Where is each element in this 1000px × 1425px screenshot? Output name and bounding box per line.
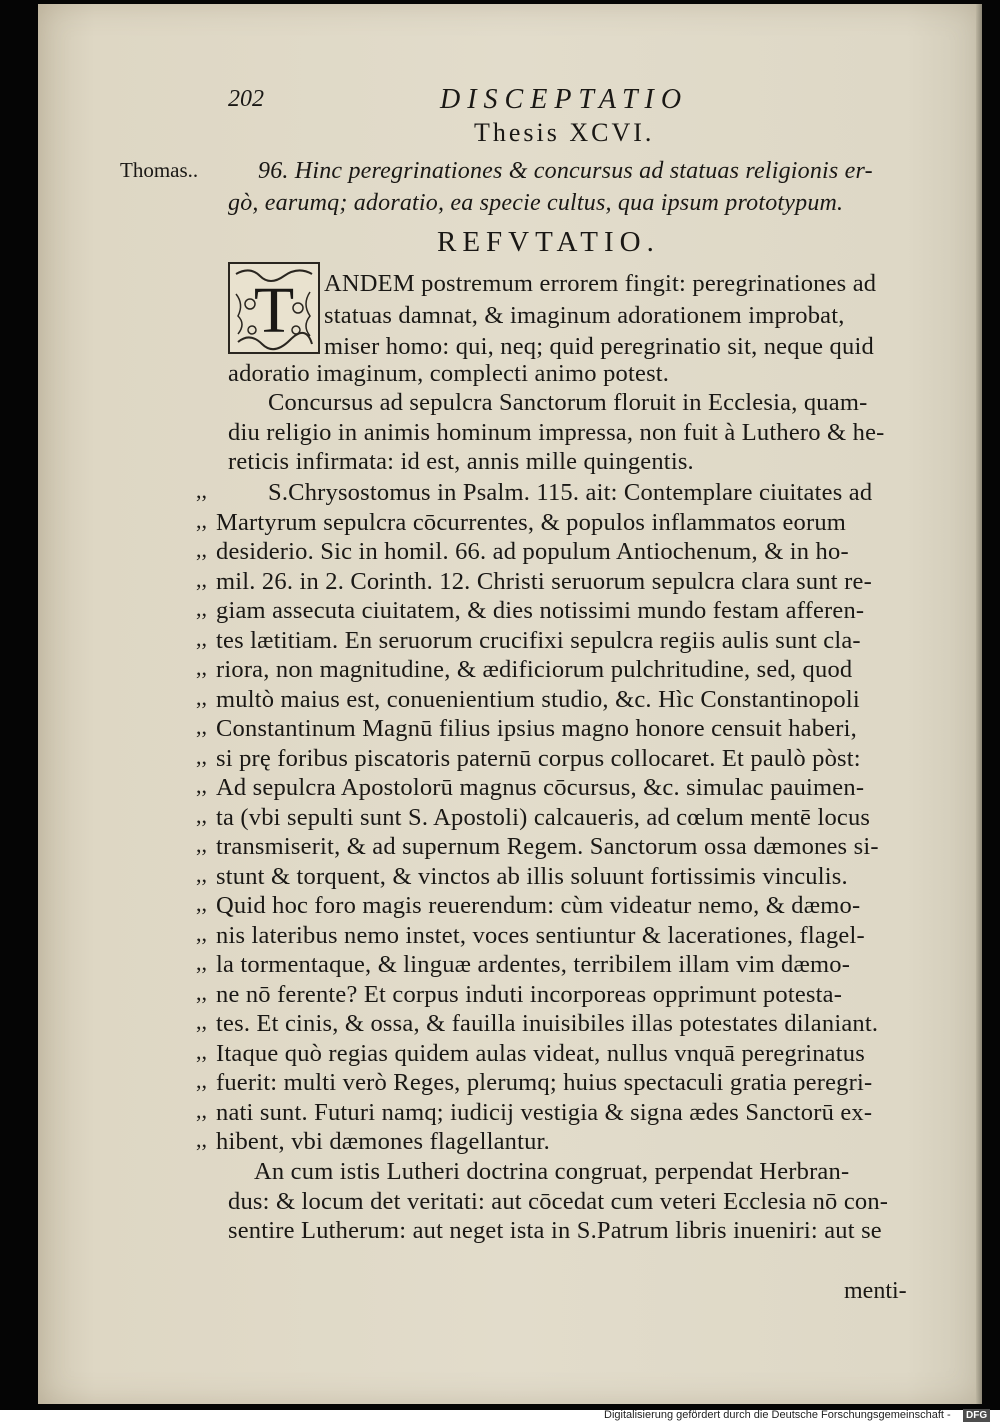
quote-marker: ,, <box>196 478 207 503</box>
quote-marker: ,, <box>196 1039 207 1064</box>
quote-marker: ,, <box>196 921 207 946</box>
body-line: adoratio imaginum, complecti animo potest. <box>228 360 670 387</box>
quote-line: la tormentaque, & linguæ ardentes, terribilem illam vim dæmo- <box>216 951 851 978</box>
closing-line: sentire Lutherum: aut neget ista in S.Patrum libris inueniri: aut se <box>228 1217 882 1244</box>
quote-marker: ,, <box>196 508 207 533</box>
decorated-initial <box>228 262 320 354</box>
quote-marker: ,, <box>196 714 207 739</box>
dfg-logo: DFG <box>963 1409 990 1422</box>
body-line: reticis infirmata: id est, annis mille quingentis. <box>228 448 694 475</box>
margin-note: Thomas.. <box>120 158 199 182</box>
quote-marker: ,, <box>196 803 207 828</box>
quote-marker: ,, <box>196 626 207 651</box>
quote-line: desiderio. Sic in homil. 66. ad populum Antiochenum, & in ho- <box>216 538 849 565</box>
catchword: menti- <box>844 1278 907 1304</box>
ornament-icon <box>230 264 318 352</box>
quote-marker: ,, <box>196 832 207 857</box>
quote-marker: ,, <box>196 1098 207 1123</box>
digitization-credit: Digitalisierung gefördert durch die Deutsche Forschungsgemeinschaft - <box>604 1409 951 1421</box>
quote-line: giam assecuta ciuitatem, & dies notissimi mundo festam afferen- <box>216 597 865 624</box>
quote-line: Ad sepulcra Apostolorū magnus cōcursus, &c. simulac pauimen- <box>216 774 865 801</box>
running-head: DISCEPTATIO <box>440 84 689 115</box>
quote-line: Itaque quò regias quidem aulas videat, nullus vnquā peregrinatus <box>216 1040 865 1067</box>
quote-line: hibent, vbi dæmones flagellantur. <box>216 1128 550 1155</box>
quote-marker: ,, <box>196 685 207 710</box>
quote-line: nis lateribus nemo instet, voces sentiuntur & lacerationes, flagel- <box>216 922 865 949</box>
quote-line: multò maius est, conuenientium studio, &c. Hìc Constantinopoli <box>216 686 860 713</box>
quote-line: tes. Et cinis, & ossa, & fauilla inuisibiles illas potestates dilaniant. <box>216 1010 879 1037</box>
quote-marker: ,, <box>196 891 207 916</box>
body-line: statuas damnat, & imaginum adorationem improbat, <box>324 302 845 329</box>
body-line: diu religio in animis hominum impressa, non fuit à Luthero & he- <box>228 419 885 446</box>
initial-letter-glyph: T <box>253 274 295 347</box>
quote-line: Martyrum sepulcra cōcurrentes, & populos inflammatos eorum <box>216 509 847 536</box>
quote-line: nati sunt. Futuri namq; iudicij vestigia & signa ædes Sanctorū ex- <box>216 1099 873 1126</box>
quote-line: ne nō ferente? Et corpus induti incorporeas opprimunt potesta- <box>216 981 843 1008</box>
thesis-line: gò, earumq; adoratio, ea specie cultus, qua ipsum prototypum. <box>228 190 844 216</box>
quote-marker: ,, <box>196 773 207 798</box>
quote-marker: ,, <box>196 567 207 592</box>
closing-line: An cum istis Lutheri doctrina congruat, perpendat Herbran- <box>254 1158 850 1185</box>
page-edge <box>976 4 982 1404</box>
closing-line: dus: & locum det veritati: aut cōcedat cum veteri Ecclesia nō con- <box>228 1188 889 1215</box>
quote-marker: ,, <box>196 950 207 975</box>
quote-line: tes lætitiam. En seruorum crucifixi sepulcra regiis aulis sunt cla- <box>216 627 861 654</box>
refutatio-heading: REFVTATIO. <box>437 226 660 258</box>
quote-marker: ,, <box>196 1127 207 1152</box>
quote-line: riora, non magnitudine, & ædificiorum pulchritudine, sed, quod <box>216 656 853 683</box>
quote-line: fuerit: multi verò Reges, plerumq; huius spectaculi gratia peregri- <box>216 1069 873 1096</box>
quote-marker: ,, <box>196 1068 207 1093</box>
quote-line: Quid hoc foro magis reuerendum: cùm videatur nemo, & dæmo- <box>216 892 861 919</box>
quote-marker: ,, <box>196 596 207 621</box>
body-line: Concursus ad sepulcra Sanctorum floruit in Ecclesia, quam- <box>268 389 868 416</box>
quote-line: S.Chrysostomus in Psalm. 115. ait: Contemplare ciuitates ad <box>268 479 873 506</box>
quote-line: si prę foribus piscatoris paternū corpus collocaret. Et paulò pòst: <box>216 745 861 772</box>
quote-marker: ,, <box>196 655 207 680</box>
body-line: miser homo: qui, neq; quid peregrinatio sit, neque quid <box>324 333 874 360</box>
quote-line: Constantinum Magnū filius ipsius magno honore censuit haberi, <box>216 715 857 742</box>
body-line: ANDEM postremum errorem fingit: peregrinationes ad <box>324 270 877 297</box>
quote-marker: ,, <box>196 744 207 769</box>
thesis-line: 96. Hinc peregrinationes & concursus ad statuas religionis er- <box>258 158 873 184</box>
quote-marker: ,, <box>196 862 207 887</box>
quote-line: mil. 26. in 2. Corinth. 12. Christi seruorum sepulcra clara sunt re- <box>216 568 872 595</box>
thesis-heading: Thesis XCVI. <box>474 118 655 147</box>
quote-line: ta (vbi sepulti sunt S. Apostoli) calcaueris, ad cœlum mentē locus <box>216 804 871 831</box>
quote-marker: ,, <box>196 980 207 1005</box>
quote-marker: ,, <box>196 1009 207 1034</box>
page-number: 202 <box>228 86 264 112</box>
quote-line: transmiserit, & ad supernum Regem. Sanctorum ossa dæmones si- <box>216 833 879 860</box>
quote-line: stunt & torquent, & vinctos ab illis soluunt fortissimis vinculis. <box>216 863 848 890</box>
quote-marker: ,, <box>196 537 207 562</box>
